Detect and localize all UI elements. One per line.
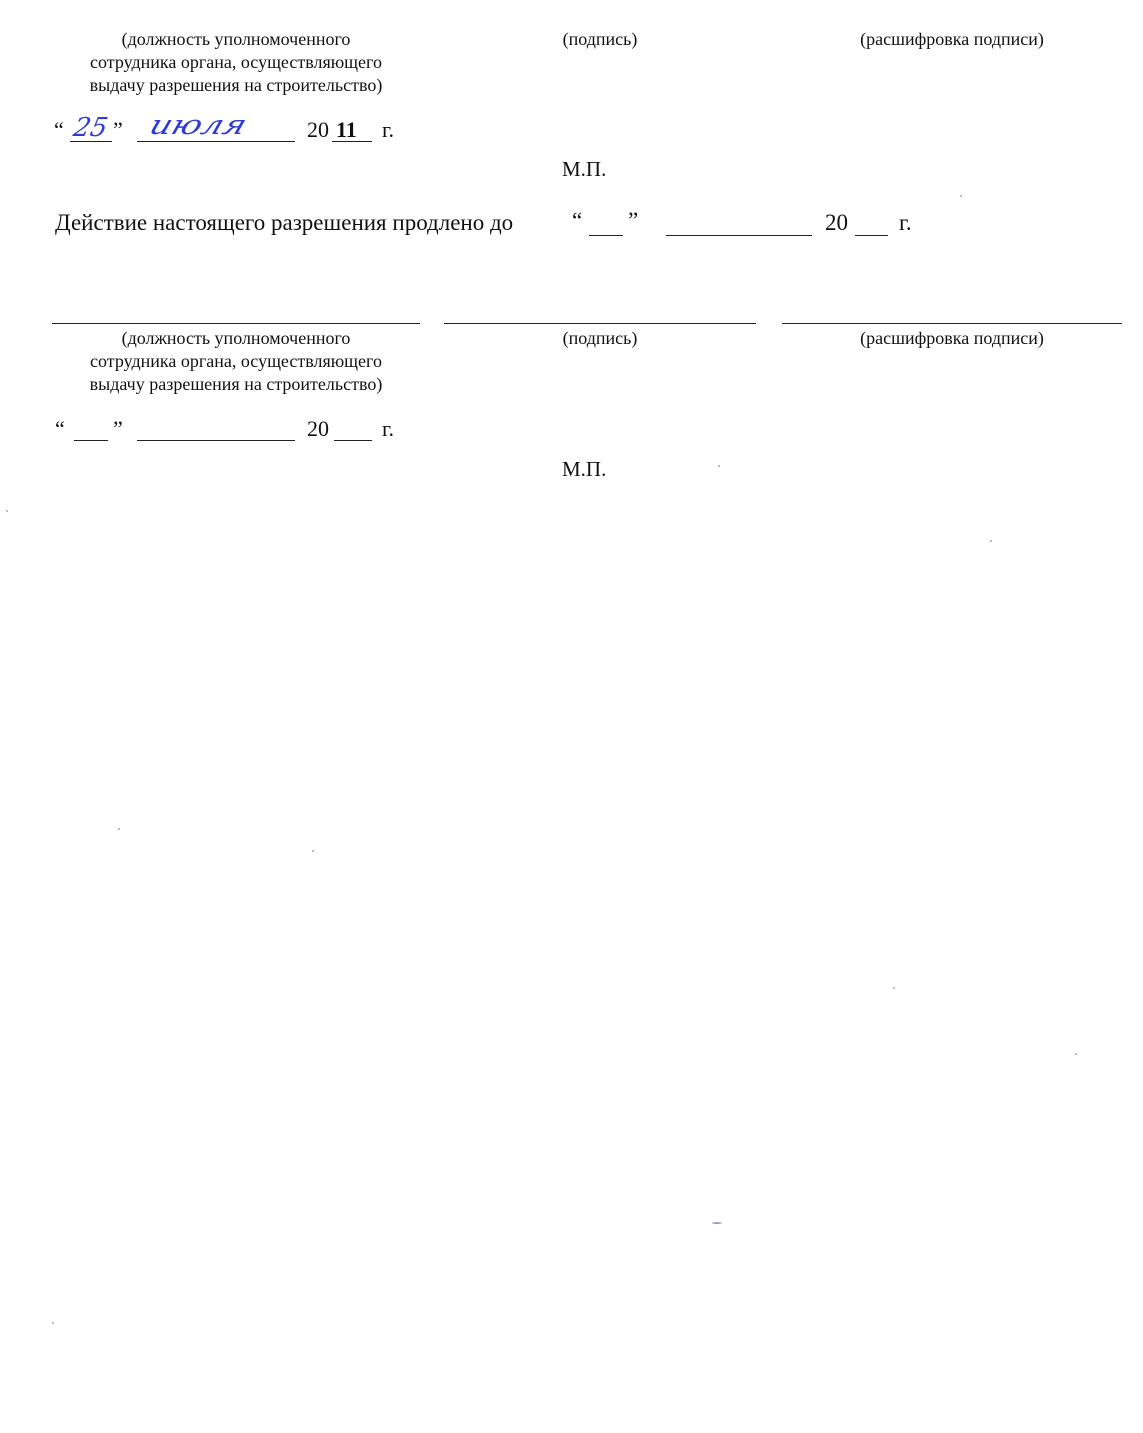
scan-speck xyxy=(6,510,8,512)
position-caption-1 xyxy=(52,28,420,97)
scan-speck xyxy=(960,195,962,197)
date-1-close-quote: ” xyxy=(113,117,123,142)
signature-caption-1: (подпись) xyxy=(562,29,638,49)
stamp-placeholder-2: М.П. xyxy=(562,457,607,481)
position-caption-2 xyxy=(52,327,420,396)
extension-year-underline xyxy=(855,235,888,236)
date-2-month-underline xyxy=(137,440,295,441)
date-1-day-underline xyxy=(70,141,112,142)
scan-speck xyxy=(893,987,895,989)
extension-open-quote: “ xyxy=(572,208,583,233)
date-1-year-marker: г. xyxy=(382,117,395,142)
date-2-year-underline xyxy=(334,440,372,441)
position-line-2 xyxy=(52,323,420,324)
decryption-caption-1: (расшифровка подписи) xyxy=(860,29,1044,49)
position-caption-1-line-1: (должность уполномоченного xyxy=(121,29,351,49)
signature-line-2 xyxy=(444,323,756,324)
extension-year-prefix: 20 xyxy=(825,210,848,235)
scan-speck xyxy=(718,465,720,467)
date-1-month-underline xyxy=(137,141,295,142)
stamp-placeholder-1: М.П. xyxy=(562,157,607,181)
position-caption-1-line-3: выдачу разрешения на строительство) xyxy=(89,75,383,95)
signature-caption-2: (подпись) xyxy=(562,328,638,348)
date-2-day-underline xyxy=(74,440,108,441)
decryption-line-2 xyxy=(782,323,1122,324)
date-2-close-quote: ” xyxy=(113,416,123,441)
scan-speck xyxy=(118,828,120,830)
date-2-year-marker: г. xyxy=(382,416,395,441)
date-1-day-handwritten: 25 xyxy=(70,113,111,143)
scan-speck xyxy=(312,850,314,852)
position-caption-1-line-2: сотрудника органа, осуществляющего xyxy=(90,52,382,72)
position-caption-2-line-3: выдачу разрешения на строительство) xyxy=(89,374,383,394)
extension-day-underline xyxy=(589,235,623,236)
date-1-year-underline xyxy=(332,141,372,142)
scan-speck xyxy=(712,1222,722,1224)
date-1-year-prefix: 20 xyxy=(307,117,329,142)
scan-speck xyxy=(990,540,992,542)
position-caption-2-line-1: (должность уполномоченного xyxy=(121,328,351,348)
position-caption-2-line-2: сотрудника органа, осуществляющего xyxy=(90,351,382,371)
extension-year-marker: г. xyxy=(899,210,912,235)
scan-speck xyxy=(1075,1053,1077,1055)
date-2-year-prefix: 20 xyxy=(307,416,329,441)
date-2-open-quote: “ xyxy=(55,416,65,441)
date-1-year-suffix: 11 xyxy=(336,117,357,142)
extension-text: Действие настоящего разрешения продлено до xyxy=(55,210,514,235)
scan-speck xyxy=(52,1322,54,1324)
date-1-month-handwritten: июля xyxy=(145,110,251,141)
extension-month-underline xyxy=(666,235,812,236)
extension-close-quote: ” xyxy=(628,208,639,233)
date-1-open-quote: “ xyxy=(54,117,64,142)
decryption-caption-2: (расшифровка подписи) xyxy=(860,328,1044,348)
